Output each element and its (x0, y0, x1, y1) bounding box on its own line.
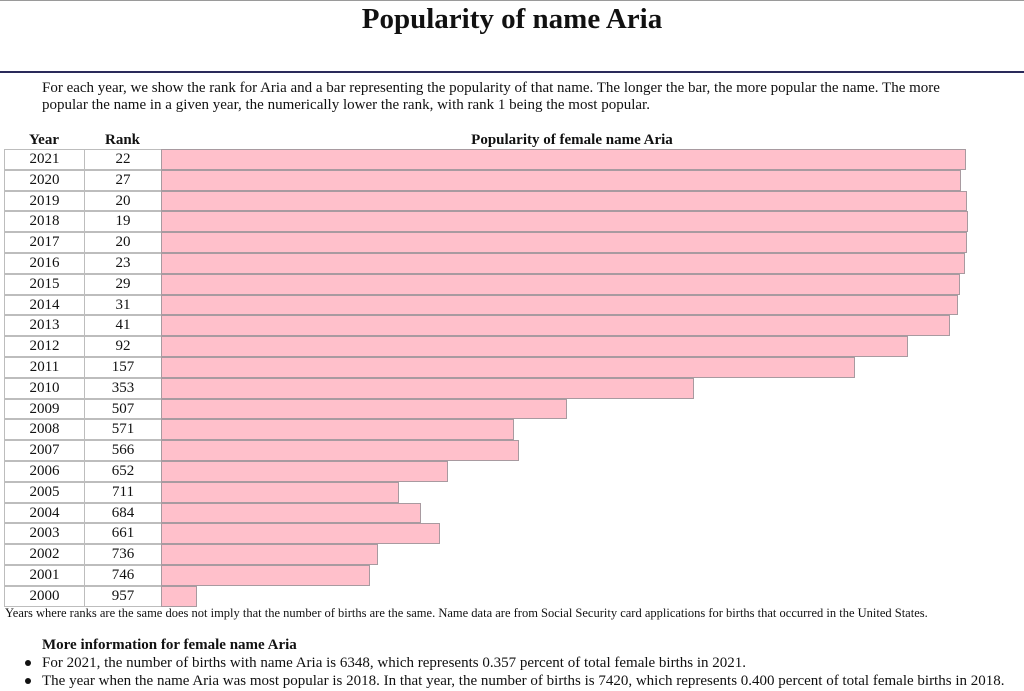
top-rule (0, 0, 1024, 1)
table-row (4, 232, 982, 253)
more-info-item-text: The year when the name Aria was most popular is 2018. In that year, the number of births is 7420, which represents 0.400 percent of total female births in 2018. (42, 673, 1005, 689)
year-cell: 2013 (4, 315, 85, 336)
popularity-bar (161, 544, 378, 565)
year-cell: 2007 (4, 440, 85, 461)
popularity-bar (161, 586, 197, 607)
table-row (4, 191, 982, 212)
year-column-header: Year (29, 132, 59, 148)
rank-cell: 20 (84, 232, 162, 253)
popularity-bar (161, 461, 448, 482)
more-info-list (0, 654, 1004, 690)
year-cell: 2012 (4, 336, 85, 357)
popularity-bar (161, 357, 855, 378)
rank-table (4, 149, 982, 607)
rank-cell: 29 (84, 274, 162, 295)
year-cell: 2000 (4, 586, 85, 607)
rank-cell: 41 (84, 315, 162, 336)
popularity-bar (161, 378, 694, 399)
more-info-item-text: For 2021, the number of births with name Aria is 6348, which represents 0.357 percent of total female births in 2021. (42, 655, 747, 671)
year-cell: 2015 (4, 274, 85, 295)
year-cell: 2021 (4, 149, 85, 170)
table-row (4, 544, 982, 565)
rank-cell: 507 (84, 399, 162, 420)
popularity-bar (161, 336, 908, 357)
year-cell: 2005 (4, 482, 85, 503)
year-cell: 2002 (4, 544, 85, 565)
year-cell: 2017 (4, 232, 85, 253)
year-cell: 2003 (4, 523, 85, 544)
rank-cell: 23 (84, 253, 162, 274)
year-cell: 2011 (4, 357, 85, 378)
popularity-bar (161, 523, 440, 544)
bullet-icon (25, 660, 31, 666)
rank-cell: 353 (84, 378, 162, 399)
popularity-bar (161, 232, 967, 253)
year-cell: 2004 (4, 503, 85, 524)
rank-cell: 157 (84, 357, 162, 378)
popularity-bar (161, 482, 399, 503)
table-row (4, 295, 982, 316)
rank-cell: 92 (84, 336, 162, 357)
table-row (4, 503, 982, 524)
rank-cell: 746 (84, 565, 162, 586)
table-row (4, 336, 982, 357)
table-row (4, 211, 982, 232)
popularity-bar (161, 295, 958, 316)
rank-cell: 27 (84, 170, 162, 191)
popularity-bar (161, 399, 567, 420)
table-row (4, 399, 982, 420)
table-row (4, 440, 982, 461)
year-cell: 2016 (4, 253, 85, 274)
year-cell: 2009 (4, 399, 85, 420)
table-row (4, 419, 982, 440)
popularity-bar (161, 170, 961, 191)
rank-column-header: Rank (104, 132, 141, 148)
table-row (4, 170, 982, 191)
year-cell: 2010 (4, 378, 85, 399)
table-row (4, 565, 982, 586)
rank-cell: 736 (84, 544, 162, 565)
popularity-bar (161, 149, 966, 170)
year-cell: 2001 (4, 565, 85, 586)
table-row (4, 274, 982, 295)
table-row (4, 586, 982, 607)
popularity-bar (161, 211, 968, 232)
popularity-bar (161, 274, 960, 295)
popularity-bar (161, 565, 370, 586)
year-cell: 2019 (4, 191, 85, 212)
rank-cell: 711 (84, 482, 162, 503)
year-cell: 2006 (4, 461, 85, 482)
more-info-item (0, 654, 1004, 672)
table-row (4, 149, 982, 170)
rank-cell: 19 (84, 211, 162, 232)
popularity-bar (161, 419, 514, 440)
table-row (4, 461, 982, 482)
title-rule (0, 71, 1024, 73)
rank-cell: 652 (84, 461, 162, 482)
rank-cell: 566 (84, 440, 162, 461)
popularity-bar (161, 191, 967, 212)
table-row (4, 253, 982, 274)
year-cell: 2018 (4, 211, 85, 232)
year-cell: 2020 (4, 170, 85, 191)
rank-cell: 571 (84, 419, 162, 440)
rank-cell: 20 (84, 191, 162, 212)
table-row (4, 523, 982, 544)
page-title: Popularity of name Aria (361, 3, 663, 35)
popularity-bar (161, 503, 421, 524)
intro-paragraph: For each year, we show the rank for Aria and a bar representing the popularity of that name. The longer the bar, the more popular the name. The more popular the name in a given year, the numerically lower the rank, with rank 1 being the most popular. (42, 80, 940, 113)
popularity-bar (161, 440, 519, 461)
table-row (4, 357, 982, 378)
footnote: Years where ranks are the same does not imply that the number of births are the same. Name data are from Social Security card applications for births that occurred in the United States. (5, 606, 928, 620)
year-cell: 2008 (4, 419, 85, 440)
more-info-item (0, 672, 1004, 690)
rank-cell: 22 (84, 149, 162, 170)
table-row (4, 482, 982, 503)
year-cell: 2014 (4, 295, 85, 316)
rank-cell: 957 (84, 586, 162, 607)
popularity-bar (161, 315, 950, 336)
rank-cell: 661 (84, 523, 162, 544)
bullet-icon (25, 678, 31, 684)
table-row (4, 315, 982, 336)
more-info-heading: More information for female name Aria (42, 637, 297, 653)
table-row (4, 378, 982, 399)
popularity-bar (161, 253, 965, 274)
rank-cell: 31 (84, 295, 162, 316)
rank-cell: 684 (84, 503, 162, 524)
popularity-chart-header: Popularity of female name Aria (471, 132, 673, 148)
